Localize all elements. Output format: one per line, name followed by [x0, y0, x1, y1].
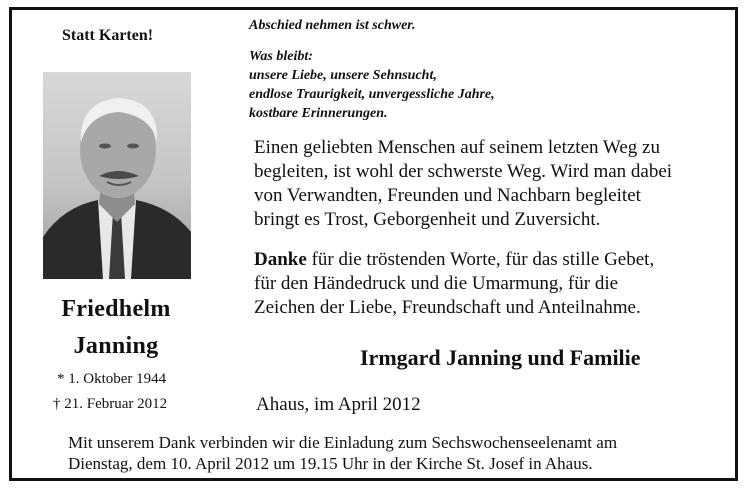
paragraph-line: von Verwandten, Freunden und Nachbarn begleitet — [254, 185, 641, 206]
quote-line: endlose Traurigkeit, unvergessliche Jahre, — [249, 87, 495, 102]
quote-line: Was bleibt: — [249, 49, 313, 64]
quote-line: Abschied nehmen ist schwer. — [249, 18, 416, 33]
paragraph-line: für den Händedruck und die Umarmung, für die — [254, 273, 619, 294]
paragraph-line: Einen geliebten Menschen auf seinem letzten Weg zu — [254, 137, 660, 158]
paragraph-line — [254, 248, 654, 272]
paragraph-line: bringt es Trost, Geborgenheit und Zuversicht. — [254, 209, 601, 230]
deceased-first-name: Friedhelm — [61, 296, 171, 322]
birth-date: * 1. Oktober 1944 — [57, 371, 167, 387]
family-signature: Irmgard Janning und Familie — [360, 345, 641, 370]
paragraph-text: für die tröstenden Worte, für das stille Gebet, — [306, 249, 655, 270]
paragraph-thanks — [254, 248, 654, 320]
statt-karten-heading: Statt Karten! — [62, 27, 154, 44]
paragraph-line: begleiten, ist wohl der schwerste Weg. Wird man dabei — [254, 161, 673, 182]
portrait-photo — [43, 72, 191, 279]
quote-line: kostbare Erinnerungen. — [249, 106, 388, 121]
footer-line: Dienstag, dem 10. April 2012 um 19.15 Uhr in der Kirche St. Josef in Ahaus. — [68, 454, 593, 473]
quote-line: unsere Liebe, unsere Sehnsucht, — [249, 68, 437, 83]
death-date: † 21. Februar 2012 — [53, 396, 168, 412]
footer-invitation — [68, 432, 617, 474]
footer-line: Mit unserem Dank verbinden wir die Einladung zum Sechswochenseelenamt am — [68, 433, 618, 452]
place-date: Ahaus, im April 2012 — [256, 394, 421, 415]
paragraph-condolence — [254, 136, 672, 232]
thanks-word: Danke — [254, 249, 307, 270]
quote-block — [249, 47, 495, 123]
deceased-last-name: Janning — [73, 333, 159, 359]
paragraph-line: Zeichen der Liebe, Freundschaft und Anteilnahme. — [254, 297, 641, 318]
